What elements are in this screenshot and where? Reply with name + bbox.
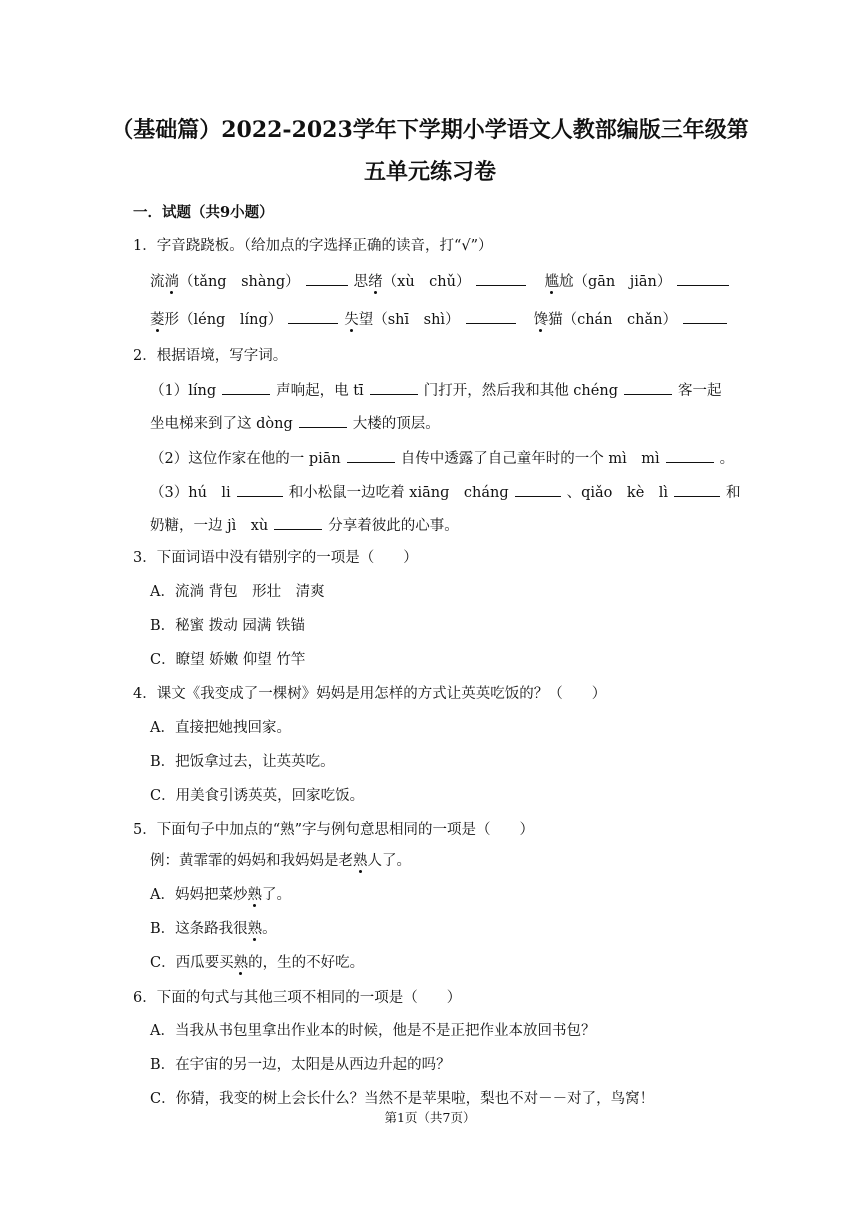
q6-option-a[interactable]: A．当我从书包里拿出作业本的时候，他是不是正把作业本放回书包？ (150, 1023, 596, 1039)
q5-option-b[interactable]: B．这条路我很熟。 (150, 921, 277, 937)
q3-stem: 3．下面词语中没有错别字的一项是（ ） (133, 550, 418, 566)
answer-blank[interactable] (347, 448, 395, 463)
q1-stem: 1．字音跷跷板。（给加点的字选择正确的读音，打“√”） (133, 238, 493, 254)
dotted-char: 菱 (150, 312, 165, 328)
dotted-char: 尴 (544, 274, 559, 290)
section-heading: 一．试题（共9小题） (133, 204, 274, 221)
q3-option-a[interactable]: A．流淌 背包 形壮 清爽 (150, 584, 325, 600)
page-number-footer: 第1页（共7页） (384, 1110, 476, 1125)
q2-part-1-line-1: （1）líng 声响起，电 tī 门打开，然后我和其他 chéng 客一起 (150, 380, 721, 401)
answer-blank[interactable] (674, 482, 720, 497)
dotted-char: 熟 (353, 853, 368, 869)
q2-part-2: （2）这位作家在他的一 piān 自传中透露了自己童年时的一个 mì mì 。 (150, 448, 734, 469)
q3-option-b[interactable]: B．秘蜜 拨动 园满 铁锚 (150, 618, 305, 634)
answer-blank[interactable] (274, 515, 322, 530)
answer-blank[interactable] (299, 413, 347, 428)
answer-blank[interactable] (666, 448, 714, 463)
answer-blank[interactable] (624, 380, 672, 395)
q5-example: 例：黄霏霏的妈妈和我妈妈是老熟人了。 (150, 853, 411, 869)
q1-row-2: 菱形（léng líng） 失望（shī shì） 馋猫（chán chǎn） (150, 309, 733, 330)
q1-row-1: 流淌（tǎng shàng） 思绪（xù chǔ） 尴尬（gān jiān） (150, 271, 735, 292)
dotted-char: 失 (344, 312, 359, 328)
answer-blank[interactable] (515, 482, 561, 497)
q5-option-c[interactable]: C．西瓜要买熟的，生的不好吃。 (150, 955, 365, 971)
dotted-char: 熟 (247, 887, 262, 903)
q6-option-b[interactable]: B．在宇宙的另一边，太阳是从西边升起的吗？ (150, 1057, 451, 1073)
q4-option-c[interactable]: C．用美食引诱英英，回家吃饭。 (150, 788, 365, 804)
q2-part-3-line-2: 奶糖，一边 jì xù 分享着彼此的心事。 (150, 515, 459, 536)
dotted-char: 馋 (533, 312, 549, 328)
answer-blank[interactable] (677, 271, 729, 286)
dotted-char: 熟 (233, 955, 249, 971)
q6-stem: 6．下面的句式与其他三项不相同的一项是（ ） (133, 990, 462, 1006)
answer-blank[interactable] (237, 482, 283, 497)
answer-blank[interactable] (288, 309, 338, 324)
q6-option-c[interactable]: C．你猜，我变的树上会长什么？当然不是苹果啦，梨也不对－－对了，鸟窝！ (150, 1091, 655, 1107)
answer-blank[interactable] (476, 271, 526, 286)
q5-stem: 5．下面句子中加点的“熟”字与例句意思相同的一项是（ ） (133, 822, 535, 838)
q2-stem: 2．根据语境，写字词。 (133, 348, 288, 364)
answer-blank[interactable] (466, 309, 516, 324)
page-title-line-1: （基础篇）2022-2023学年下学期小学语文人教部编版三年级第 (111, 117, 749, 143)
dotted-char: 淌 (164, 274, 179, 290)
page-title-line-2: 五单元练习卷 (363, 159, 496, 185)
q4-stem: 4．课文《我变成了一棵树》妈妈是用怎样的方式让英英吃饭的？（ ） (133, 686, 607, 702)
answer-blank[interactable] (683, 309, 727, 324)
q5-option-a[interactable]: A．妈妈把菜炒熟了。 (150, 887, 291, 903)
q4-option-a[interactable]: A．直接把她拽回家。 (150, 720, 291, 736)
q2-part-3-line-1: （3）hú li 和小松鼠一边吃着 xiānɡ chánɡ 、qiǎo kè lì 和 (150, 482, 741, 503)
q2-part-1-line-2: 坐电梯来到了这 dòng 大楼的顶层。 (150, 413, 440, 434)
q4-option-b[interactable]: B．把饭拿过去，让英英吃。 (150, 754, 335, 770)
q3-option-c[interactable]: C．瞭望 娇嫩 仰望 竹竿 (150, 652, 306, 668)
answer-blank[interactable] (222, 380, 270, 395)
answer-blank[interactable] (306, 271, 348, 286)
dotted-char: 绪 (368, 274, 383, 290)
answer-blank[interactable] (370, 380, 418, 395)
dotted-char: 熟 (247, 921, 263, 937)
